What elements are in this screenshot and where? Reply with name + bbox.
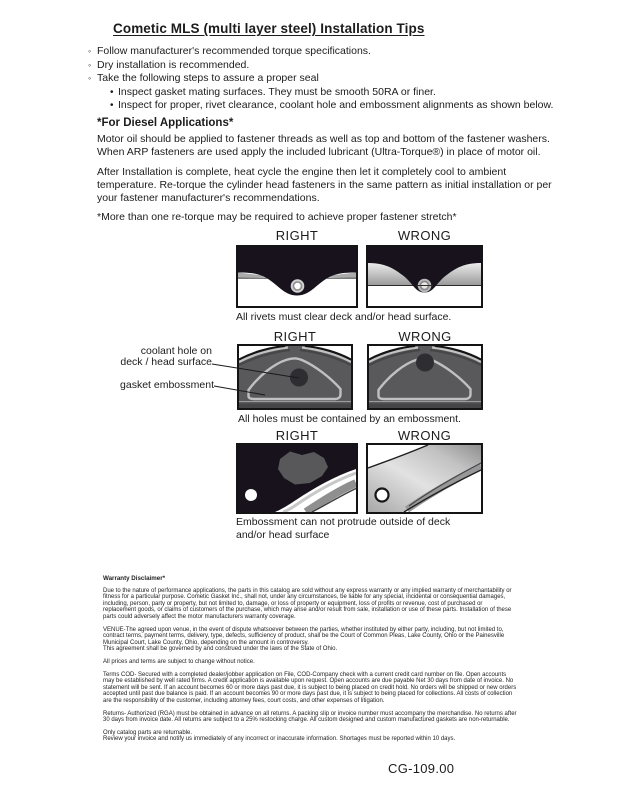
bullet-icon: ◦ [88, 46, 92, 56]
diesel-paragraph-2: After Installation is complete, heat cycle the engine then let it completely cool to ambient temperature. Re-torque the cylinder head fasteners in the same pattern as initial installation or per your fastener manufacturer's recommendations. [97, 166, 552, 205]
warranty-paragraph: Due to the nature of performance applications, the parts in this catalog are sold without any express warranty or any implied warranty of merchantability or fitness for a particular purpose. Cometic Gasket Inc., shall not, under any circumstances, be liable for any special, incidental or consequential damages, including, person, party or property, but not limited to, damage, or loss of property or equipment, loss of profits or revenue, cost of purchased or replacement goods, or claims of customers of the purchase, which may arise and/or result from sale, installation or use of these parts. Installation of these parts could adversely affect the motor manufacturers warranty coverage. [103, 587, 512, 620]
diesel-paragraph-1: Motor oil should be applied to fastener threads as well as top and bottom of the fastener washers. When ARP fasteners are used apply the included lubricant (Ultra-Torque®) in place of motor oil. [97, 133, 550, 159]
fig3-right-image [236, 443, 358, 514]
fig1-wrong-label: WRONG [397, 228, 452, 243]
bullet-icon: ◦ [88, 59, 92, 70]
diesel-heading: *For Diesel Applications* [97, 117, 234, 129]
fig2-right-image [237, 344, 353, 410]
hole-outside-diagram [369, 346, 481, 408]
embossment-protrude-diagram [368, 445, 481, 512]
fig2-caption: All holes must be contained by an embossment. [238, 413, 461, 425]
fig1-right-image [236, 245, 358, 308]
rivet-interfere-diagram [368, 247, 481, 306]
fig2-wrong-image [367, 344, 483, 410]
prices-line: All prices and terms are subject to change without notice. [103, 658, 255, 665]
list-sub-item [110, 99, 553, 113]
fig2-wrong-label: WRONG [398, 329, 452, 344]
fig1-right-label: RIGHT [275, 228, 319, 243]
coolant-hole-label: coolant hole on deck / head surface [120, 345, 212, 368]
review-invoice-line: Review your invoice and notify us immediately of any incorrect or inaccurate information. Shortages must be reported within 10 days. [103, 736, 456, 743]
fig1-caption: All rivets must clear deck and/or head surface. [236, 311, 452, 323]
list-item-text: Dry installation is recommended. [97, 58, 250, 71]
list-item [88, 59, 553, 73]
list-item-text: Follow manufacturer's recommended torque specifications. [97, 45, 371, 57]
fig3-wrong-image [366, 443, 483, 514]
list-item-text: Inspect gasket mating surfaces. They must be smooth 50RA or finer. [118, 85, 436, 98]
catalog-parts-line: Only catalog parts are returnable. [103, 729, 193, 736]
list-item-text: Take the following steps to assure a proper seal [97, 72, 319, 84]
hole-contained-diagram [239, 346, 351, 408]
terms-cod-paragraph: Terms COD- Secured with a completed dealer/jobber application on File, COD-Company check with a current credit card number on file. Open accounts may be established by well rated firms. A credit application is available upon request. Open accounts are due payable Net 30 days from date of invoice. No statement will be sent. If an account becomes 60 or more days past due, it is subject to being placed on credit hold. No orders will be shipped or new orders accepted until past due balance is paid. If an account becomes 90 or more days past due, it is subject to being placed for collections. All costs of collection are the responsibility of the customer, including attorney fees, court costs, and other expenses of litigation. [103, 671, 517, 704]
page-code: CG-109.00 [388, 761, 455, 776]
list-item [88, 45, 553, 59]
legal-fine-print [103, 576, 517, 743]
embossment-inside-diagram [238, 445, 356, 512]
governed-line: This agreement shall be governed by and construed under the laws of the State of Ohio. [103, 646, 338, 653]
list-sub-item [110, 86, 553, 100]
list-item [88, 72, 553, 86]
page-title: Cometic MLS (multi layer steel) Installation Tips [113, 21, 425, 36]
venue-paragraph: VENUE-The agreed upon venue, in the event of dispute whatsoever between the parties, whether instituted by either party, including, but not limited to, contract terms, payment terms, delivery, type, defects, sufficiency of product, shall be the Court of Common Pleas, Lake County, Ohio or the Painesville Municipal Court, Lake County, Ohio, depending on the amount in controversy. [103, 626, 505, 646]
bullet-icon: • [110, 86, 114, 98]
bullet-icon: ◦ [88, 73, 92, 83]
fig3-caption: Embossment can not protrude outside of deck and/or head surface [236, 516, 451, 541]
returns-paragraph: Returns- Authorized (RGA) must be obtained in advance on all returns. A packing slip or invoice number must accompany the merchandise. No returns after 30 days from invoice date. All returns are subject to a 25% restocking charge. All custom designed and custom manufactured gaskets are non-returnable. [103, 710, 517, 724]
installation-tips-list [88, 45, 553, 113]
rivet-clear-diagram [238, 247, 356, 306]
fig3-wrong-label: WRONG [397, 428, 452, 443]
list-item-text: Inspect for proper, rivet clearance, coolant hole and embossment alignments as shown below. [118, 99, 554, 111]
fig3-right-label: RIGHT [275, 428, 319, 443]
fig1-wrong-image [366, 245, 483, 308]
warranty-disclaimer-heading: Warranty Disclaimer* [103, 575, 166, 582]
bullet-icon: • [110, 100, 114, 111]
fig2-right-label: RIGHT [273, 329, 317, 344]
diesel-note: *More than one re-torque may be required to achieve proper fastener stretch* [97, 211, 457, 223]
gasket-embossment-label: gasket embossment [120, 379, 214, 391]
